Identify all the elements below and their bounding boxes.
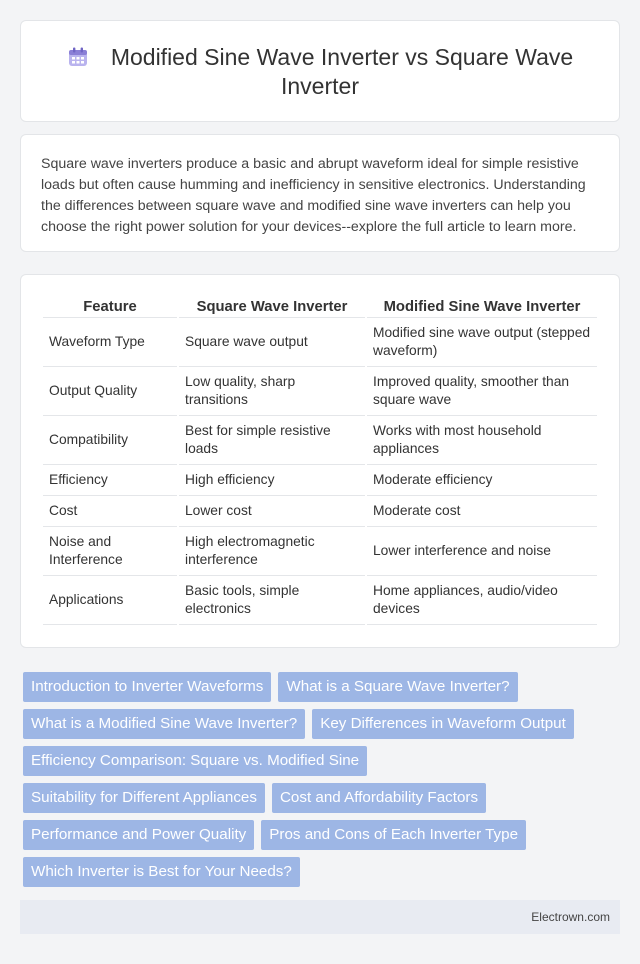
intro-card [20, 134, 620, 252]
tag-row [23, 746, 623, 783]
header-feature: Feature [43, 296, 177, 318]
table-row [43, 367, 597, 416]
title-wrap [21, 43, 619, 101]
table-row [43, 496, 597, 527]
cell-feature: Output Quality [43, 367, 177, 416]
cell-feature: Noise and Interference [43, 527, 177, 576]
tag-pros-cons[interactable]: Pros and Cons of Each Inverter Type [261, 820, 526, 850]
table-header-row [43, 296, 597, 318]
cell-modified: Improved quality, smoother than square wave [367, 367, 597, 416]
tag-introduction[interactable]: Introduction to Inverter Waveforms [23, 672, 271, 702]
tag-row [23, 709, 623, 746]
tag-row [23, 672, 623, 709]
cell-modified: Lower interference and noise [367, 527, 597, 576]
table-row [43, 416, 597, 465]
tag-row [23, 857, 623, 894]
cell-feature: Compatibility [43, 416, 177, 465]
intro-text: Square wave inverters produce a basic and abrupt waveform ideal for simple resistive loads but often cause humming and inefficiency in sensitive electronics. Understanding the differences between square wave and modified sine wave inverters can help you choose the right power solution for your devices--explore the full article to learn more. [41, 156, 586, 235]
table-card [20, 274, 620, 648]
comparison-table [41, 296, 599, 625]
footer [20, 900, 620, 934]
page-title: Modified Sine Wave Inverter vs Square Wave Inverter [110, 44, 574, 99]
cell-square: Low quality, sharp transitions [179, 367, 365, 416]
cell-modified: Home appliances, audio/video devices [367, 576, 597, 625]
tag-key-differences[interactable]: Key Differences in Waveform Output [312, 709, 574, 739]
cell-square: Basic tools, simple electronics [179, 576, 365, 625]
cell-square: Best for simple resistive loads [179, 416, 365, 465]
cell-modified: Moderate efficiency [367, 465, 597, 496]
tag-row [23, 820, 623, 857]
cell-feature: Efficiency [43, 465, 177, 496]
tag-suitability[interactable]: Suitability for Different Appliances [23, 783, 265, 813]
topic-tags [23, 672, 623, 894]
tag-row [23, 783, 623, 820]
tag-modified-sine[interactable]: What is a Modified Sine Wave Inverter? [23, 709, 305, 739]
table-row [43, 318, 597, 367]
tag-cost[interactable]: Cost and Affordability Factors [272, 783, 486, 813]
header-square-wave: Square Wave Inverter [179, 296, 365, 318]
cell-feature: Cost [43, 496, 177, 527]
table-row [43, 465, 597, 496]
cell-feature: Applications [43, 576, 177, 625]
cell-feature: Waveform Type [43, 318, 177, 367]
cell-modified: Works with most household appliances [367, 416, 597, 465]
tag-efficiency[interactable]: Efficiency Comparison: Square vs. Modified Sine [23, 746, 367, 776]
cell-modified: Modified sine wave output (stepped waveform) [367, 318, 597, 367]
cell-square: High efficiency [179, 465, 365, 496]
header-modified-sine: Modified Sine Wave Inverter [367, 296, 597, 318]
tag-performance[interactable]: Performance and Power Quality [23, 820, 254, 850]
tag-square-wave[interactable]: What is a Square Wave Inverter? [278, 672, 517, 702]
tag-best-inverter[interactable]: Which Inverter is Best for Your Needs? [23, 857, 300, 887]
cell-modified: Moderate cost [367, 496, 597, 527]
cell-square: Square wave output [179, 318, 365, 367]
footer-site[interactable]: Electrown.com [531, 910, 610, 924]
calendar-icon [67, 46, 89, 68]
table-row [43, 576, 597, 625]
table-row [43, 527, 597, 576]
title-card [20, 20, 620, 122]
cell-square: High electromagnetic interference [179, 527, 365, 576]
cell-square: Lower cost [179, 496, 365, 527]
